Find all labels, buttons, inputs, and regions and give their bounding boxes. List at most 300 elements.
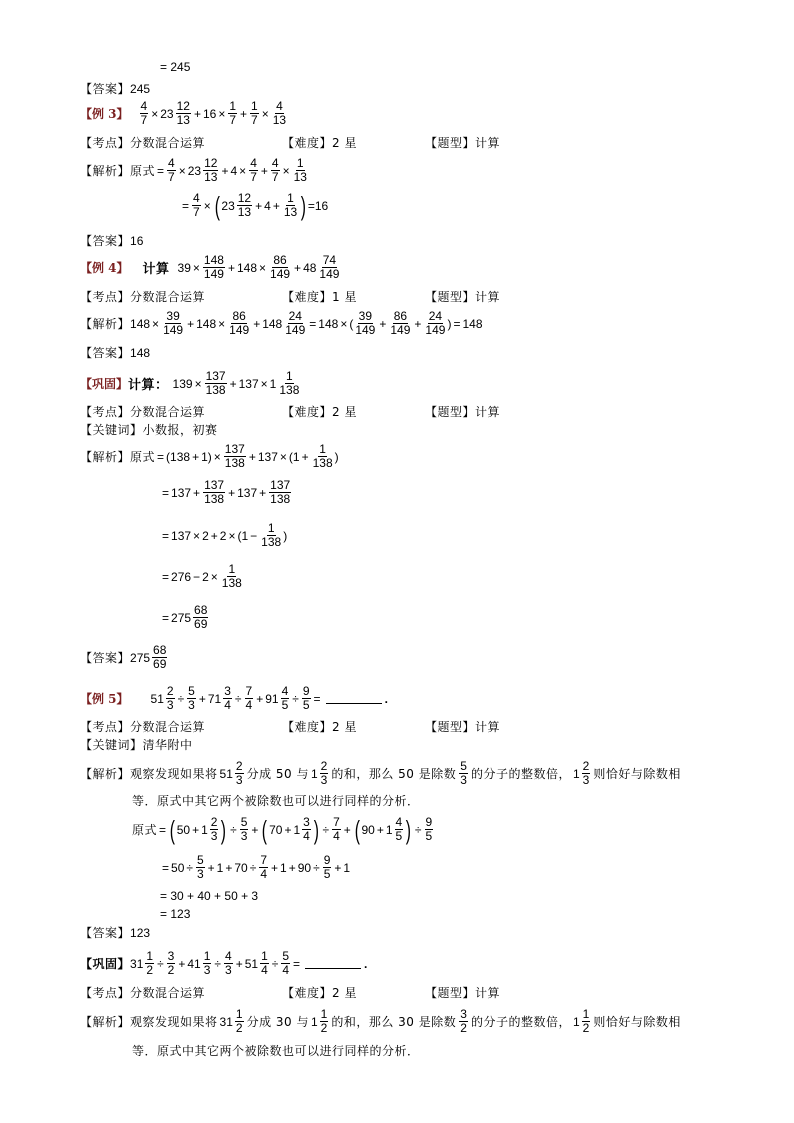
math-token: ) (447, 316, 452, 331)
math-token: 则恰好与除数相 (593, 767, 681, 781)
math-token: − (250, 528, 258, 543)
fraction (260, 522, 282, 549)
fraction (235, 760, 244, 787)
numerator: 39 (358, 309, 373, 323)
math-token: 51 (244, 956, 259, 971)
math-token: ( (354, 814, 360, 845)
fraction (281, 685, 290, 712)
fraction (162, 310, 184, 337)
denominator: 3 (203, 963, 211, 977)
math-token: 【难度】 (282, 290, 333, 304)
fraction (221, 563, 243, 590)
fraction (176, 100, 191, 127)
fraction (167, 950, 176, 977)
math-token: 分数混合运算 (130, 405, 206, 419)
denominator: 149 (390, 323, 411, 337)
denominator: 5 (302, 698, 310, 712)
math-token: 137 (171, 528, 192, 543)
math-expression (130, 644, 168, 671)
math-token: 23 (221, 198, 235, 213)
math-token: − (193, 569, 201, 584)
math-expression (458, 760, 469, 787)
math-token: = (293, 956, 301, 971)
math-token: + (227, 260, 235, 275)
math-token: 16 (314, 198, 329, 213)
math-token: 41 (187, 956, 201, 971)
numerator: 3 (224, 684, 231, 698)
math-token: + (251, 822, 259, 837)
example-4-qtype (425, 288, 500, 305)
math-token: ( (237, 528, 242, 543)
fraction (260, 950, 269, 977)
math-token: + (178, 956, 186, 971)
math-token: 原式 (130, 164, 156, 178)
fraction (166, 685, 175, 712)
consolidate-2-analysis-1 (80, 1008, 681, 1035)
math-expression (458, 1008, 469, 1035)
fraction (302, 685, 311, 712)
math-expression: 123 (130, 925, 151, 940)
math-token: × (259, 260, 267, 275)
math-token: ) (313, 814, 319, 845)
math-token: = (453, 316, 461, 331)
numerator: 1 (267, 521, 275, 535)
fraction (245, 685, 254, 712)
answer-tag: 【答案】 (80, 82, 131, 96)
consolidate-label: 【巩固】 (80, 377, 129, 391)
math-token: 1 (241, 528, 249, 543)
numerator: 9 (302, 684, 310, 698)
fraction (459, 760, 468, 787)
math-token: + (334, 860, 342, 875)
math-token: 48 (303, 260, 317, 275)
math-token: = (157, 449, 165, 464)
math-expression (311, 1008, 329, 1035)
numerator: 4 (276, 99, 283, 113)
math-token: 1 星 (332, 290, 357, 304)
math-token: 清华附中 (142, 738, 193, 752)
example-5-step-3 (160, 889, 258, 903)
denominator: 3 (196, 867, 204, 881)
math-token: 计算： (128, 378, 169, 393)
continuation-text: = 245 (160, 60, 191, 74)
math-token: 275 (130, 650, 151, 665)
denominator: 2 (582, 1021, 590, 1035)
math-token: ÷ (313, 860, 320, 875)
fraction (152, 644, 167, 671)
math-token: 1 (310, 1014, 318, 1029)
math-token: 【考点】 (80, 986, 131, 1000)
math-token: 的和，那么 50 是除数 (331, 767, 457, 781)
difficulty-tag: 【难度】 (282, 136, 333, 150)
fraction (240, 816, 249, 843)
math-token: 【考点】 (80, 290, 131, 304)
fraction (203, 157, 218, 184)
consolidate-1-step-2 (160, 479, 292, 506)
math-token: 2 星 (332, 405, 357, 419)
example-4-analysis (80, 310, 483, 337)
math-token: 23 (160, 106, 174, 121)
math-token: ( (262, 814, 268, 845)
math-token: 【答案】 (80, 346, 131, 360)
math-token: 【解析】 (80, 450, 131, 464)
math-token: × (192, 260, 200, 275)
numerator: 1 (319, 442, 326, 456)
math-token: 分成 30 与 (246, 1015, 309, 1029)
fraction (187, 685, 196, 712)
numerator: 5 (196, 853, 204, 867)
numerator: 137 (205, 369, 226, 383)
fraction (269, 254, 291, 281)
fraction (205, 370, 227, 397)
numerator: 1 (320, 1007, 328, 1021)
math-token: 的和，那么 30 是除数 (331, 1015, 457, 1029)
math-token: + (192, 449, 200, 464)
fraction (203, 950, 212, 977)
math-token: . (364, 956, 368, 971)
numerator: 1 (229, 99, 237, 113)
math-token: ÷ (322, 822, 330, 837)
math-token: × (228, 528, 236, 543)
math-token: × (218, 106, 226, 121)
denominator: 13 (237, 205, 252, 219)
math-token: 小数报，初赛 (142, 423, 218, 437)
math-token: 90 (297, 860, 312, 875)
example-5-keywords (80, 736, 193, 753)
denominator: 7 (250, 170, 257, 184)
numerator: 86 (393, 309, 408, 323)
math-token: 31 (219, 1014, 233, 1029)
example-5-answer (80, 924, 150, 941)
numerator: 12 (204, 156, 218, 170)
math-token: 原式 (130, 450, 156, 464)
denominator: 2 (146, 963, 154, 977)
math-token: 50 (171, 860, 185, 875)
consolidate-1-keywords (80, 421, 218, 438)
consolidate-2-meta (80, 984, 205, 1001)
math-token: 1 (269, 376, 277, 391)
answer-blank[interactable] (305, 958, 361, 969)
denominator: 3 (225, 963, 232, 977)
denominator: 69 (194, 617, 208, 631)
fraction (140, 100, 149, 127)
fraction (318, 254, 340, 281)
fraction (320, 760, 329, 787)
answer-value: 16 (130, 233, 144, 248)
math-token: 2 星 (332, 986, 357, 1000)
math-expression (573, 760, 591, 787)
denominator: 2 (235, 1021, 243, 1035)
math-token: + (259, 485, 267, 500)
math-token: 1 (385, 822, 393, 837)
math-token: ( (349, 316, 354, 331)
example-5-analysis-2 (132, 792, 420, 809)
denominator: 149 (270, 267, 291, 281)
denominator: 149 (203, 267, 224, 281)
math-token: + (414, 316, 422, 331)
fraction (145, 950, 154, 977)
consolidate-1-difficulty (282, 403, 357, 420)
math-token: 计算 (142, 262, 170, 277)
denominator: 13 (204, 170, 218, 184)
math-token: = (313, 691, 321, 706)
math-token: ( (288, 449, 293, 464)
numerator: 3 (303, 815, 310, 829)
denominator: 138 (279, 383, 300, 397)
denominator: 3 (188, 698, 195, 712)
fraction (312, 443, 334, 470)
numerator: 12 (237, 191, 252, 205)
denominator: 5 (425, 829, 433, 843)
numerator: 137 (204, 478, 225, 492)
math-token: × (213, 449, 221, 464)
answer-blank[interactable] (326, 693, 382, 704)
math-token: 148 (196, 316, 217, 331)
continuation-line (160, 60, 190, 74)
math-token: + (225, 860, 233, 875)
numerator: 137 (270, 478, 291, 492)
math-token: × (261, 106, 269, 121)
numerator: 1 (582, 1007, 590, 1021)
math-token: + (271, 860, 279, 875)
denominator: 4 (260, 867, 268, 881)
math-token: = (309, 316, 317, 331)
numerator: 2 (235, 759, 243, 773)
math-token: 23 (187, 163, 202, 178)
fraction (395, 816, 404, 843)
numerator: 4 (225, 949, 232, 963)
numerator: 2 (320, 759, 328, 773)
math-token: 【解析】 (80, 317, 131, 331)
fraction (582, 1008, 591, 1035)
math-token: 31 (130, 956, 144, 971)
consolidate-2-qtype (425, 984, 500, 1001)
consolidate-2-problem (80, 950, 367, 977)
denominator: 7 (140, 113, 148, 127)
math-token: ÷ (186, 860, 193, 875)
numerator: 1 (203, 949, 211, 963)
consolidate-1-meta (80, 403, 205, 420)
math-token: 1 (216, 860, 224, 875)
denominator: 3 (240, 829, 248, 843)
numerator: 9 (425, 815, 433, 829)
denominator: 2 (460, 1021, 467, 1035)
math-token: 4 (264, 198, 271, 213)
numerator: 86 (273, 253, 287, 267)
math-token: 51 (150, 691, 164, 706)
math-token: = (182, 198, 190, 213)
math-token: 2 (219, 528, 227, 543)
numerator: 1 (286, 369, 293, 383)
fraction (235, 1008, 244, 1035)
math-token: = (162, 528, 170, 543)
denominator: 149 (425, 323, 446, 337)
math-token: 16 (202, 106, 217, 121)
denominator: 3 (166, 698, 174, 712)
numerator: 1 (251, 99, 258, 113)
denominator: 5 (323, 867, 331, 881)
math-token: ( (214, 190, 220, 221)
example-5-problem (80, 685, 388, 712)
math-token: 148 (130, 316, 151, 331)
numerator: 4 (168, 156, 175, 170)
math-token: 148 (462, 316, 483, 331)
numerator: 9 (323, 853, 331, 867)
qtype-value: 计算 (475, 136, 501, 150)
math-token: ÷ (157, 956, 164, 971)
math-token: 分数混合运算 (130, 986, 206, 1000)
math-token: + (260, 163, 268, 178)
consolidate-1-problem (80, 370, 301, 397)
math-token: 计算 (475, 290, 501, 304)
math-token: 1 (572, 766, 580, 781)
math-token: ÷ (292, 691, 299, 706)
math-token: 【答案】 (80, 926, 131, 940)
numerator: 5 (240, 815, 248, 829)
numerator: 3 (167, 949, 175, 963)
consolidate-1-step-4 (160, 563, 244, 590)
math-expression (151, 685, 388, 712)
fraction (224, 950, 233, 977)
math-token: 2 (202, 528, 209, 543)
math-token: 148 (262, 316, 283, 331)
numerator: 74 (322, 253, 337, 267)
math-token: 分数混合运算 (130, 720, 206, 734)
numerator: 12 (176, 99, 190, 113)
math-token: 【考点】 (80, 405, 131, 419)
example-5-qtype (425, 718, 500, 735)
math-token: 39 (177, 260, 191, 275)
answer-line (80, 80, 150, 97)
math-token: 71 (207, 691, 222, 706)
math-token: ) (300, 190, 307, 221)
math-expression: 148 (130, 345, 151, 360)
denominator: 3 (210, 829, 218, 843)
math-token: 则恰好与除数相 (593, 1015, 681, 1029)
denominator: 3 (582, 773, 590, 787)
math-token: 的分子的整数倍， (470, 767, 571, 781)
math-token: = 30 + 40 + 50 + 3 (160, 889, 259, 903)
math-token: + (255, 198, 263, 213)
math-token: + (343, 822, 351, 837)
math-token: 原式 (132, 823, 158, 837)
consolidate-1-analysis (80, 443, 339, 470)
denominator: 3 (320, 773, 328, 787)
example-5-label: 【例 5】 (80, 692, 129, 706)
math-token: 1 (201, 449, 208, 464)
denominator: 149 (285, 323, 306, 337)
denominator: 2 (167, 963, 175, 977)
math-token: × (178, 163, 186, 178)
math-token: 90 (361, 822, 375, 837)
math-token: ) (207, 449, 212, 464)
math-expression (155, 443, 339, 470)
math-token: 【解析】 (80, 1015, 131, 1029)
math-token: 【题型】 (425, 720, 476, 734)
numerator: 2 (166, 684, 174, 698)
math-expression (130, 950, 367, 977)
math-token: ) (334, 449, 339, 464)
numerator: 1 (296, 156, 304, 170)
math-token: 139 (172, 376, 193, 391)
example-3-expression (139, 100, 289, 127)
fraction (389, 310, 411, 337)
fraction (210, 816, 219, 843)
math-token: ÷ (271, 956, 279, 971)
denominator: 13 (293, 170, 307, 184)
numerator: 4 (250, 156, 257, 170)
math-expression (173, 370, 302, 397)
numerator: 137 (224, 442, 245, 456)
numerator: 39 (166, 309, 180, 323)
example-4-answer (80, 344, 150, 361)
math-token: + (193, 106, 201, 121)
math-token: + (376, 822, 384, 837)
example-3-step-2 (180, 192, 328, 219)
fraction (278, 370, 300, 397)
math-token: + (294, 260, 302, 275)
math-token: × (260, 376, 268, 391)
math-token: 【解析】 (80, 767, 131, 781)
math-token: + (256, 691, 264, 706)
numerator: 5 (188, 684, 195, 698)
math-token: 计算 (475, 720, 501, 734)
math-token: ( (169, 814, 175, 845)
math-token: × (152, 316, 160, 331)
example-5-analysis-1 (80, 760, 681, 787)
denominator: 138 (221, 576, 242, 590)
math-token: 计算 (475, 986, 501, 1000)
fraction (269, 479, 291, 506)
math-token: = (307, 198, 315, 213)
math-token: 【巩固】 (80, 957, 131, 971)
fraction (193, 604, 208, 631)
math-token: ÷ (177, 691, 185, 706)
math-token: 276 (171, 569, 192, 584)
consolidate-1-answer (80, 644, 168, 671)
math-token: 观察发现如果将 (130, 767, 218, 781)
fraction (284, 310, 306, 337)
math-token: 70 (269, 822, 283, 837)
math-token: ) (283, 528, 288, 543)
numerator: 1 (235, 1007, 243, 1021)
math-token: × (218, 316, 226, 331)
point-tag: 【考点】 (80, 136, 131, 150)
math-token: ÷ (214, 956, 221, 971)
math-token: 【难度】 (282, 720, 333, 734)
consolidate-1-step-3 (160, 522, 287, 549)
fraction (283, 192, 298, 219)
math-token: 51 (219, 766, 233, 781)
math-token: × (239, 163, 247, 178)
denominator: 138 (312, 456, 333, 470)
denominator: 3 (460, 773, 467, 787)
numerator: 7 (245, 684, 253, 698)
math-token: = (157, 163, 165, 178)
math-token: × (279, 449, 287, 464)
analysis-expression (155, 157, 309, 184)
math-token: 138 (170, 449, 191, 464)
fraction (323, 854, 332, 881)
math-token: + (210, 528, 218, 543)
example-3-answer (80, 232, 143, 249)
example-5-step-1 (132, 816, 434, 843)
fraction (228, 100, 237, 127)
math-token: + (379, 316, 387, 331)
fraction (320, 1008, 329, 1035)
point-value: 分数混合运算 (130, 136, 206, 150)
math-expression (130, 310, 482, 337)
